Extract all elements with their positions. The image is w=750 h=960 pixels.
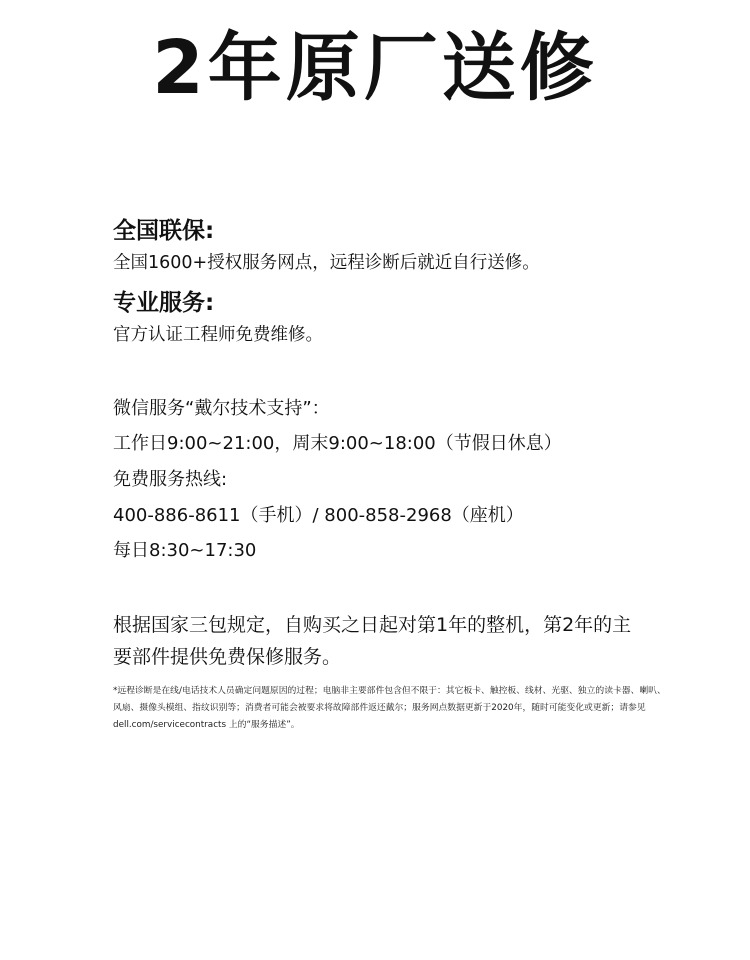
professional-service-heading: 专业服务:: [113, 290, 215, 316]
footnote-text: *远程诊断是在线/电话技术人员确定问题原因的过程；电脑非主要部件包含但不限于：其它板卡、触控板、线材、光驱、独立的读卡器、喇叭、风扇、摄像头模组、指纹识别等；消费者可能会被要求将故障部件返还戴尔；服务网点数据更新于2020年，随时可能变化或更新；请参见 dell.com/servicecontracts 上的“服务描述”。: [113, 686, 666, 730]
wechat-service-line: 微信服务“戴尔技术支持”：: [113, 398, 330, 419]
warranty-policy-text: 根据国家三包规定，自购买之日起对第1年的整机，第2年的主要部件提供免费保修服务。: [113, 614, 632, 668]
working-hours-line: 工作日9:00~21:00，周末9:00~18:00（节假日休息）: [113, 433, 562, 454]
professional-service-section: [113, 286, 673, 348]
nationwide-warranty-heading: 全国联保:: [113, 218, 215, 244]
hotline-label: 免费服务热线:: [113, 469, 228, 490]
nationwide-warranty-section: [113, 214, 673, 276]
hotline-hours: 每日8:30~17:30: [113, 540, 257, 561]
hotline-numbers: 400-886-8611（手机）/ 800-858-2968（座机）: [113, 505, 524, 526]
professional-service-text: 官方认证工程师免费维修。: [113, 325, 323, 345]
nationwide-warranty-text: 全国1600+授权服务网点，远程诊断后就近自行送修。: [113, 253, 540, 273]
page-title: 2年原厂送修: [152, 25, 598, 111]
